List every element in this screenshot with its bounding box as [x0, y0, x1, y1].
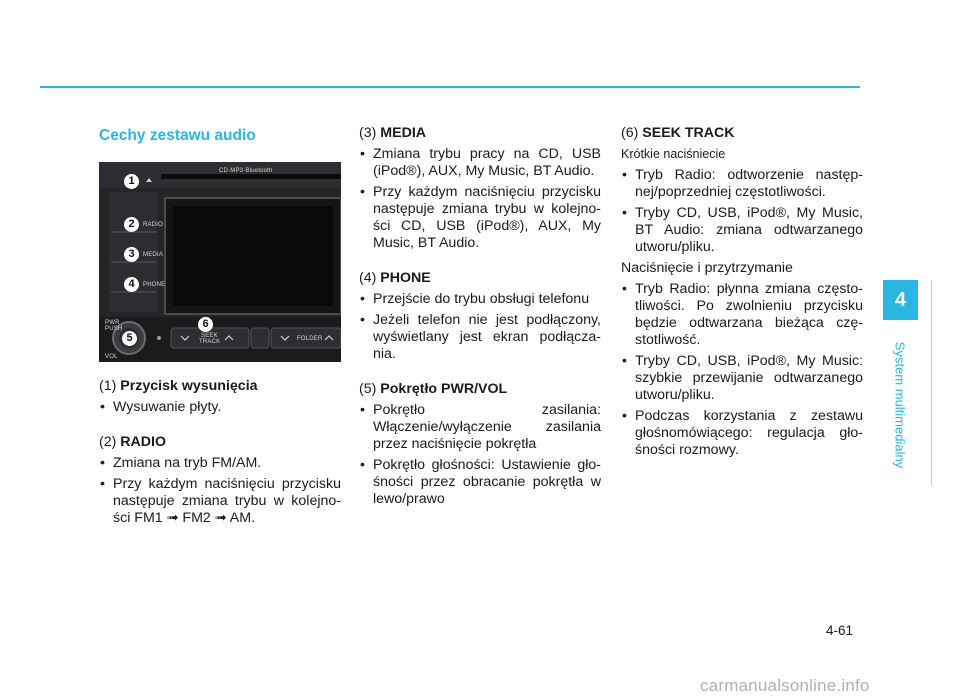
item-5-list: [359, 402, 601, 508]
item-4-block: [359, 270, 601, 363]
column-right: [621, 125, 863, 477]
radio-unit-figure: [99, 162, 341, 362]
media-button-label: MEDIA: [143, 252, 164, 258]
list-item: • Przejście do trybu obsługi telefonu: [359, 291, 601, 308]
item-4-number: (4): [359, 270, 377, 286]
item-3-block: [359, 125, 601, 252]
folder-label: FOLDER: [297, 336, 323, 342]
item-6-block: [621, 125, 863, 459]
item-6-number: (6): [621, 125, 639, 141]
item-3-number: (3): [359, 125, 377, 141]
radio-button-label: RADIO: [143, 222, 164, 228]
item-2-number: (2): [99, 434, 117, 450]
pwr-label: PWR: [105, 320, 120, 326]
side-divider: [931, 280, 932, 485]
item-1-block: [99, 378, 341, 416]
column-middle: [359, 125, 601, 526]
list-item: • Zmiana trybu pracy na CD, USB (iPod®), AUX, My Music, BT Audio.: [359, 146, 601, 180]
top-divider: [40, 86, 860, 88]
brand-label: CD·MP3·Bluetooth: [219, 168, 273, 174]
chapter-number-tab: 4: [883, 280, 918, 320]
list-item: • Przy każdym naciśnięciu przycisku następuje zmiana trybu w kolejno-ści CD, USB (iPod®), AUX, My Music, BT Audio.: [359, 184, 601, 252]
watermark: carmanualsonline.info: [700, 676, 870, 695]
item-6-name: SEEK TRACK: [642, 125, 735, 141]
page-number: 4-61: [826, 623, 854, 638]
list-item: • Tryby CD, USB, iPod®, My Music: szybkie przewijanie odtwarzanego utworu/pliku.: [621, 353, 863, 404]
item-4-list: [359, 291, 601, 363]
list-item: • Podczas korzystania z zestawu głośnomówiącego: regulacja gło-śności rozmowy.: [621, 408, 863, 459]
item-3-title: [359, 125, 601, 142]
list-item: • Tryby CD, USB, iPod®, My Music, BT Audio: zmiana odtwarzanego utworu/pliku.: [621, 205, 863, 256]
list-item: • Tryb Radio: odtworzenie następ-nej/poprzedniej częstotliwości.: [621, 167, 863, 201]
list-item: • Tryb Radio: płynna zmiana często-tliwości. Po zwolnieniu przycisku będzie odtwarzana bieżąca czę-stotliwość.: [621, 281, 863, 349]
item-2-title: [99, 434, 341, 451]
callout-6: 6: [198, 317, 213, 332]
item-4-title: [359, 270, 601, 287]
chapter-title-tab: [878, 330, 922, 480]
item-2-list: [99, 455, 341, 527]
item-5-number: (5): [359, 381, 377, 397]
column-left: [99, 125, 341, 545]
item-1-list: [99, 399, 341, 416]
push-label: PUSH: [105, 326, 123, 332]
long-press-heading: Naciśnięcie i przytrzymanie: [621, 260, 793, 276]
list-item: • Wysuwanie płyty.: [99, 399, 341, 416]
item-4-name: PHONE: [380, 270, 431, 286]
item-1-name: Przycisk wysunięcia: [120, 378, 258, 394]
item-1-title: [99, 378, 341, 395]
callout-5: 5: [122, 331, 137, 346]
item-6-title: [621, 125, 863, 142]
item-2-name: RADIO: [120, 434, 167, 450]
phone-button-label: PHONE: [143, 282, 166, 288]
item-5-name: Pokrętło PWR/VOL: [380, 381, 508, 397]
callout-2: 2: [124, 217, 139, 232]
long-press-list: [621, 281, 863, 459]
list-item: • Jeżeli telefon nie jest podłączony, wyświetlany jest ekran podłącza-nia.: [359, 312, 601, 363]
item-3-name: MEDIA: [380, 125, 427, 141]
item-3-list: [359, 146, 601, 252]
short-press-heading: Krótkie naciśniecie: [621, 147, 726, 161]
vol-label: VOL: [105, 354, 118, 360]
short-press-list: [621, 167, 863, 256]
callout-4: 4: [124, 277, 139, 292]
list-item: • Pokrętło głośności: Ustawienie gło-śności przez obracanie pokrętła w lewo/prawo: [359, 457, 601, 508]
item-5-block: [359, 381, 601, 508]
item-2-block: [99, 434, 341, 527]
radio-unit-illustration: [99, 162, 341, 362]
list-item: • Przy każdym naciśnięciu przycisku następuje zmiana trybu w kolejno-ści FM1 ➟ FM2 ➟ AM.: [99, 476, 341, 527]
list-item: • Pokrętło zasilania: Włączenie/wyłączenie zasilania przez naciśnięcie pokrętła: [359, 402, 601, 453]
list-item: • Zmiana na tryb FM/AM.: [99, 455, 341, 472]
chapter-title: System multimedialny: [892, 341, 908, 469]
section-heading: Cechy zestawu audio: [99, 127, 256, 144]
callout-1: 1: [124, 174, 139, 189]
item-5-title: [359, 381, 601, 398]
track-label: TRACK: [199, 339, 221, 345]
seek-label: SEEK: [201, 333, 218, 339]
item-1-number: (1): [99, 378, 117, 394]
callout-3: 3: [124, 247, 139, 262]
